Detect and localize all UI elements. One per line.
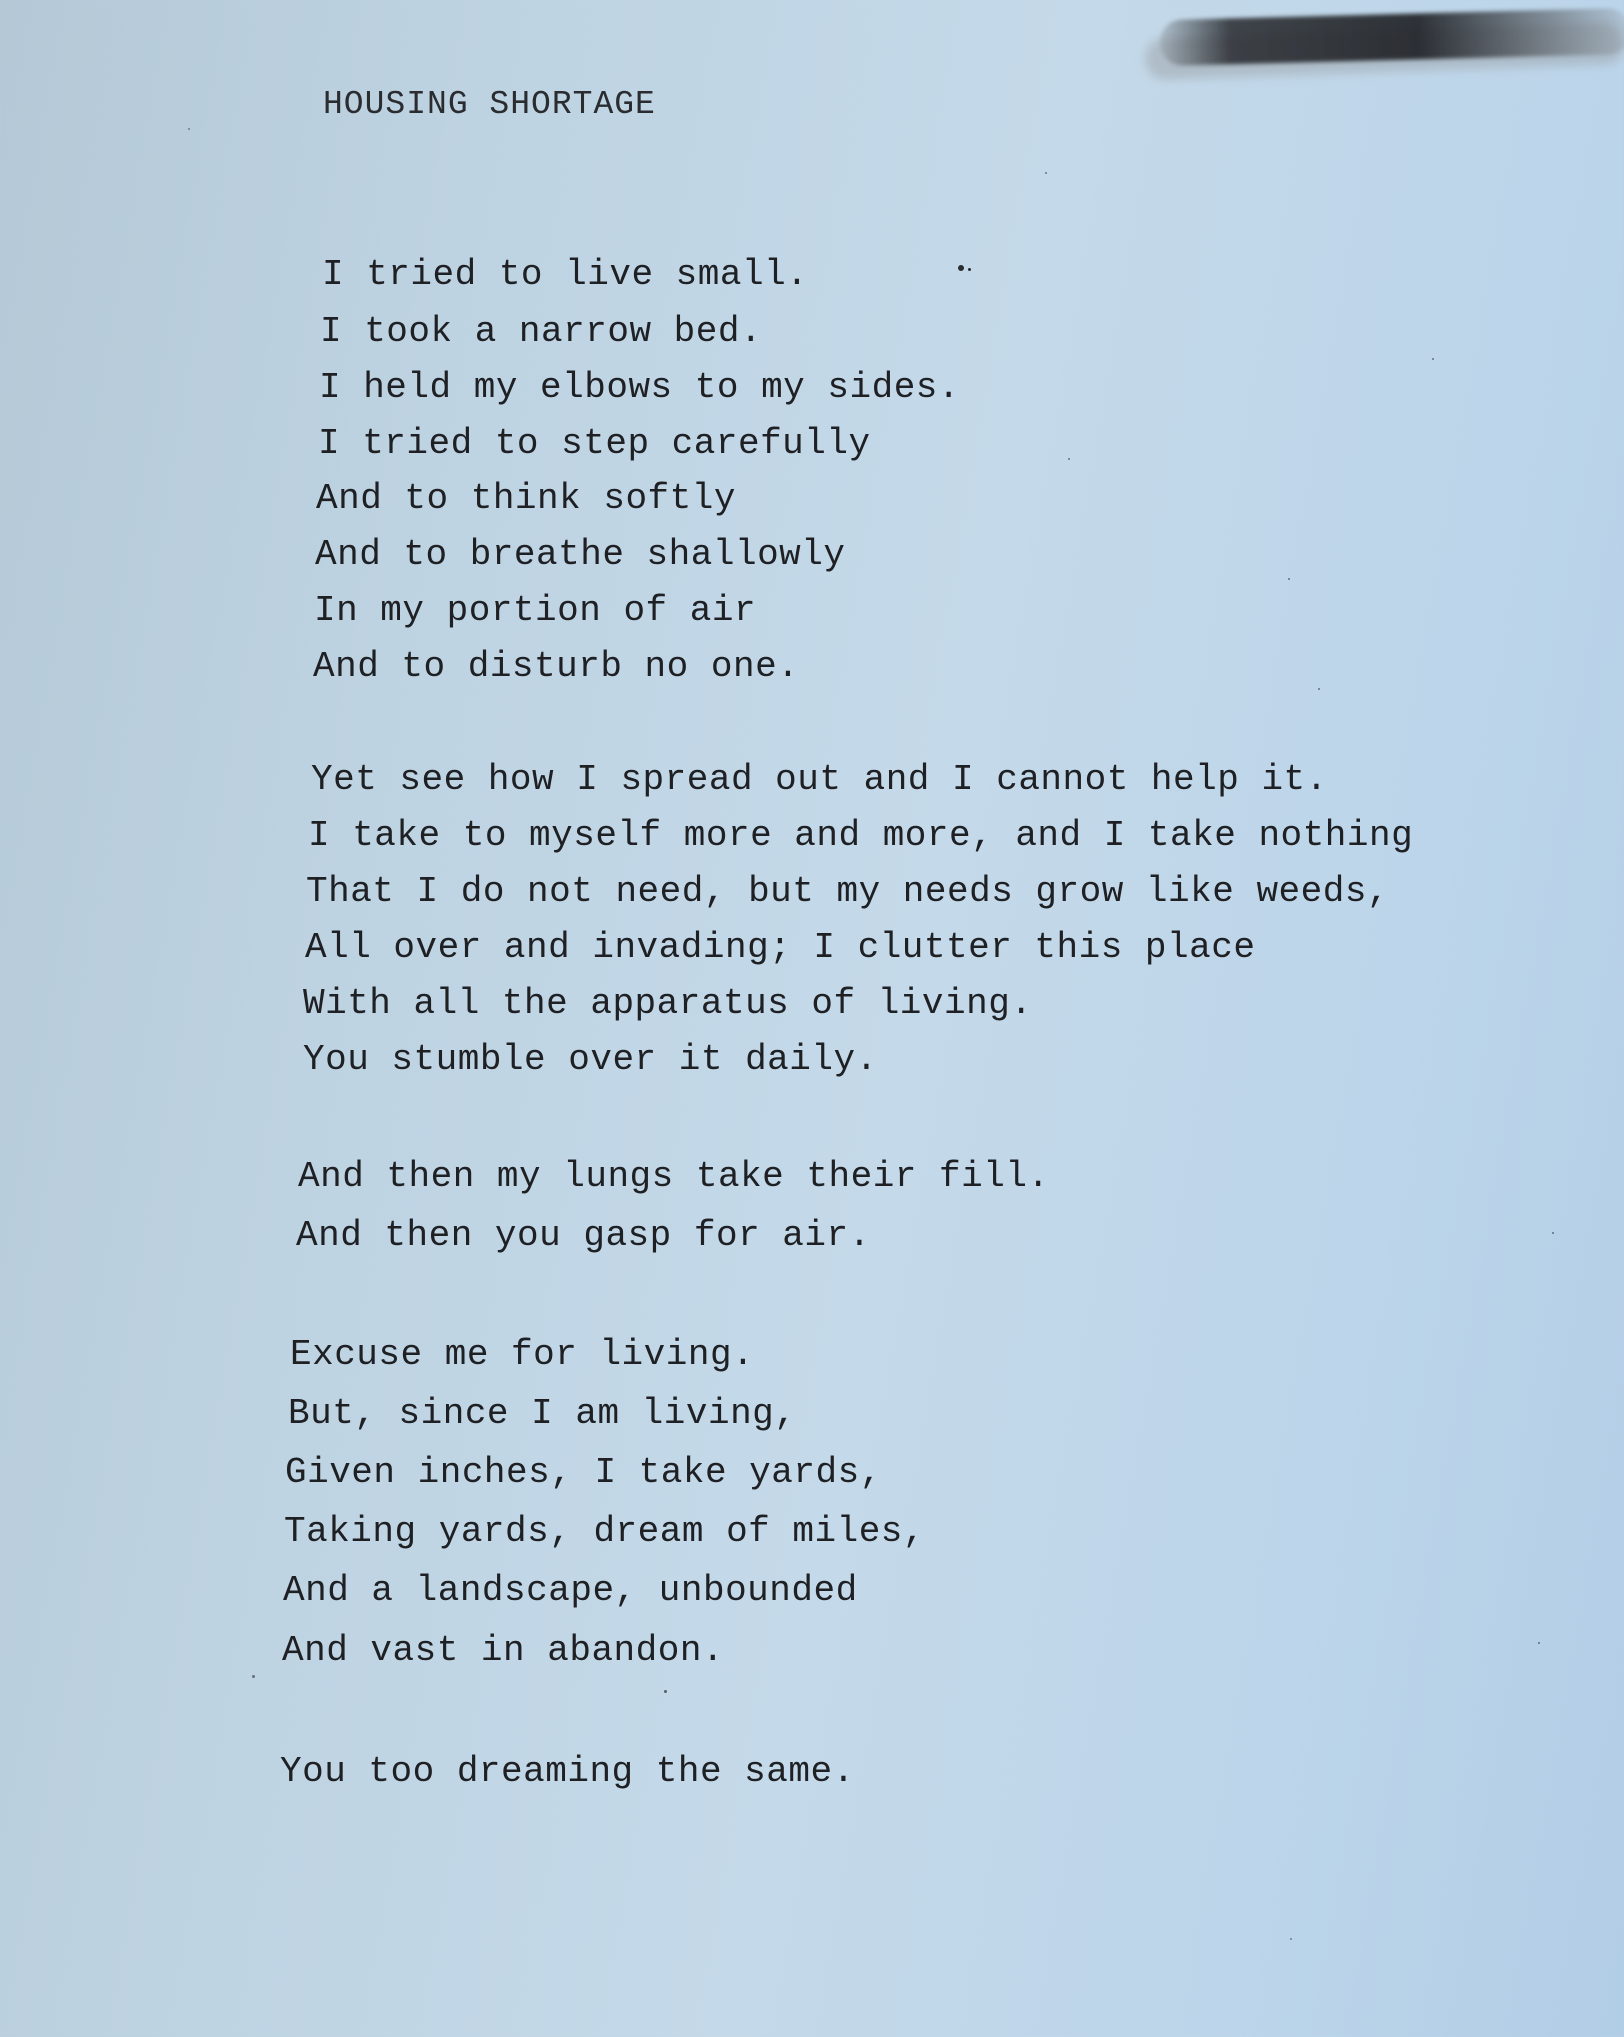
paper-speck [1552, 1232, 1554, 1234]
poem-line: With all the apparatus of living. [303, 983, 1033, 1024]
poem-line: You too dreaming the same. [280, 1751, 855, 1792]
paper-speck [1318, 688, 1320, 690]
poem-line: Excuse me for living. [290, 1334, 755, 1375]
paper-speck [1290, 1938, 1292, 1940]
poem-line: You stumble over it daily. [303, 1039, 878, 1080]
poem-line: And to think softly [316, 478, 736, 519]
paper-speck [252, 1675, 255, 1678]
poem-line: I tried to step carefully [318, 423, 871, 464]
poem-line: And to disturb no one. [313, 646, 800, 687]
poem-line: I tried to live small. [322, 254, 809, 295]
poem-line: And a landscape, unbounded [283, 1570, 858, 1611]
paper-speck [1045, 172, 1047, 174]
paper-speck [1538, 1642, 1540, 1644]
poem-line: But, since I am living, [288, 1393, 797, 1434]
poem-line: And to breathe shallowly [315, 534, 846, 575]
poem-title: HOUSING SHORTAGE [323, 86, 656, 123]
poem-line: And then my lungs take their fill. [298, 1156, 1050, 1197]
poem-line: Yet see how I spread out and I cannot help it. [311, 759, 1328, 800]
poem-line: And vast in abandon. [282, 1630, 725, 1671]
poem-line: I held my elbows to my sides. [319, 367, 961, 408]
paper-speck [1432, 358, 1434, 360]
poem-line: In my portion of air [314, 590, 757, 631]
poem-line: Taking yards, dream of miles, [284, 1511, 926, 1552]
poem-line: I took a narrow bed. [320, 311, 763, 352]
paper-speck [968, 268, 971, 271]
poem-line: And then you gasp for air. [296, 1215, 871, 1256]
poem-line: Given inches, I take yards, [285, 1452, 882, 1493]
paper-speck [1068, 458, 1070, 460]
paper-speck [664, 1690, 667, 1693]
poem-line: That I do not need, but my needs grow like weeds, [306, 871, 1390, 912]
paper-speck [958, 265, 964, 271]
paper-speck [188, 128, 190, 130]
paper-speck [1288, 578, 1290, 580]
poem-line: All over and invading; I clutter this place [305, 927, 1256, 968]
poem-line: I take to myself more and more, and I take nothing [308, 815, 1414, 856]
